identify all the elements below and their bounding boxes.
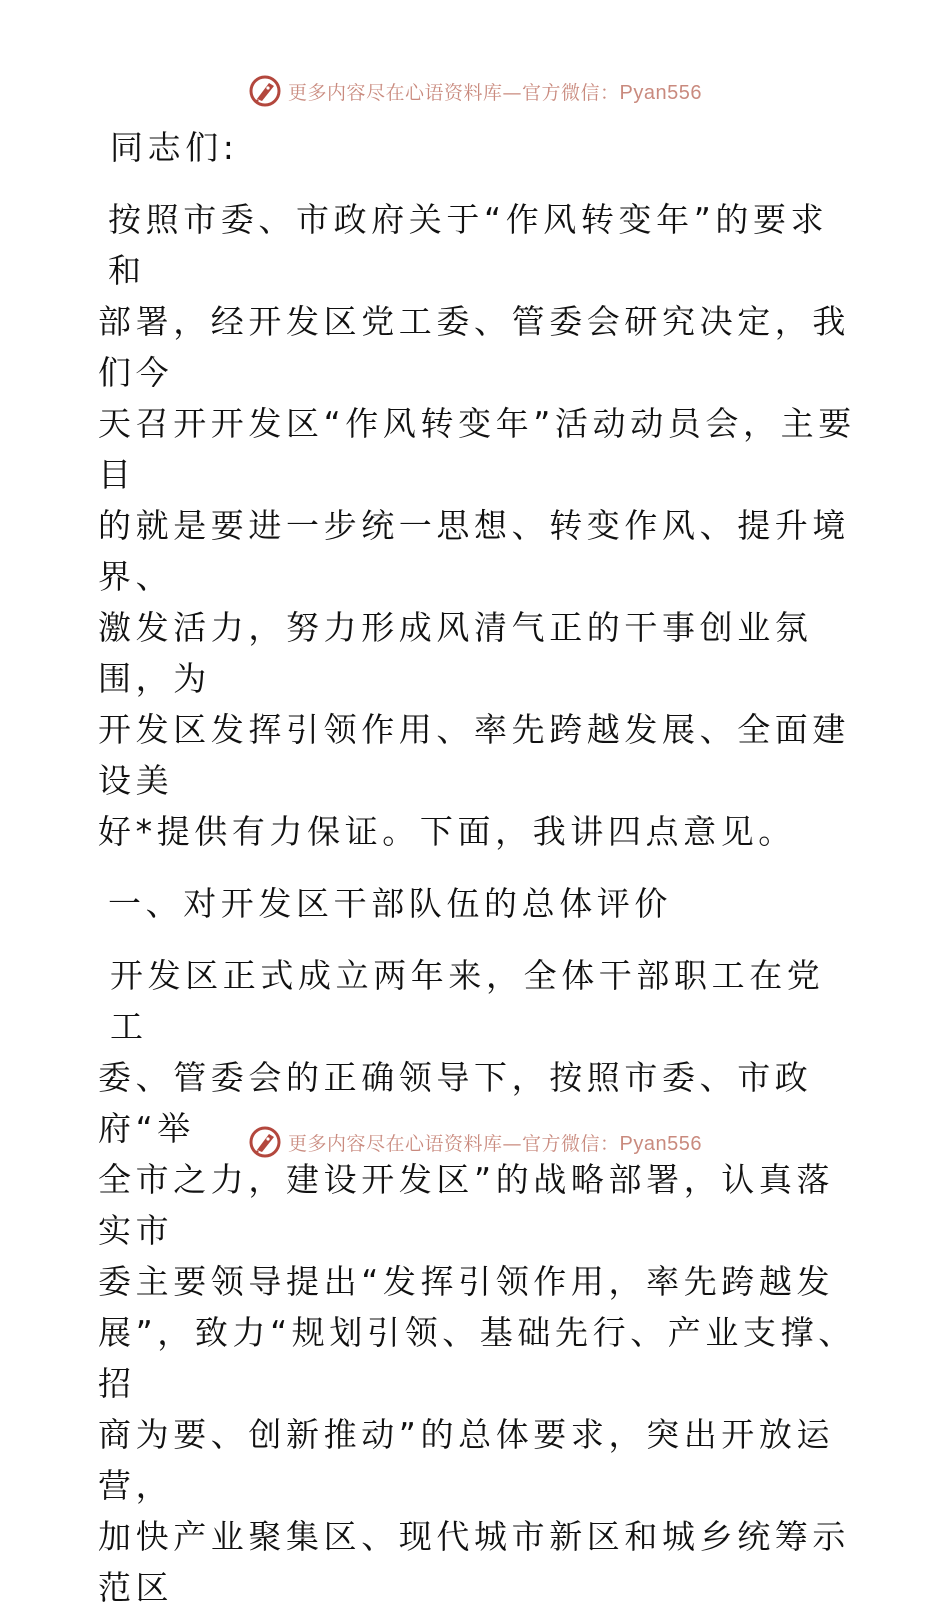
greeting: 同志们: [110, 128, 239, 167]
pen-nib-circle-icon [248, 1125, 282, 1159]
paragraph-line: 委、管委会的正确领导下，按照市委、市政府“举 [98, 1058, 813, 1148]
watermark-footer [0, 1122, 950, 1162]
paragraph-line: 商为要、创新推动”的总体要求，突出开放运营， [98, 1415, 835, 1505]
paragraph-line: 好*提供有力保证。下面，我讲四点意见。 [98, 812, 796, 851]
paragraph-line: 的就是要进一步统一思想、转变作风、提升境界、 [98, 506, 850, 596]
document-body [98, 122, 858, 1613]
paragraph-line: 委主要领导提出“发挥引领作用，率先跨越发 [98, 1262, 835, 1301]
paragraph-1 [98, 194, 858, 857]
paragraph-line: 部署，经开发区党工委、管委会研究决定，我们今 [98, 302, 850, 392]
paragraph-line: 按照市委、市政府关于“作风转变年”的要求和 [108, 200, 829, 290]
paragraph-2 [98, 950, 858, 1613]
paragraph-line: 加快产业聚集区、现代城市新区和城乡统筹示范区 [98, 1517, 850, 1607]
paragraph-line: 开发区正式成立两年来，全体干部职工在党工 [110, 956, 825, 1046]
section-heading: 一、对开发区干部队伍的总体评价 [108, 884, 672, 923]
watermark-header [0, 71, 950, 111]
watermark-text: 更多内容尽在心语资料库—官方微信：Pyan556 [288, 81, 702, 104]
pen-nib-circle-icon [248, 74, 282, 108]
paragraph-line: 全市之力，建设开发区”的战略部署，认真落实市 [98, 1160, 835, 1250]
paragraph-line: 展”，致力“规划引领、基础先行、产业支撑、招 [98, 1313, 856, 1403]
watermark-text: 更多内容尽在心语资料库—官方微信：Pyan556 [288, 1132, 702, 1155]
paragraph-line: 天召开开发区“作风转变年”活动动员会，主要目 [98, 404, 856, 494]
paragraph-line: 开发区发挥引领作用、率先跨越发展、全面建设美 [98, 710, 850, 800]
paragraph-line: 激发活力，努力形成风清气正的干事创业氛围，为 [98, 608, 813, 698]
